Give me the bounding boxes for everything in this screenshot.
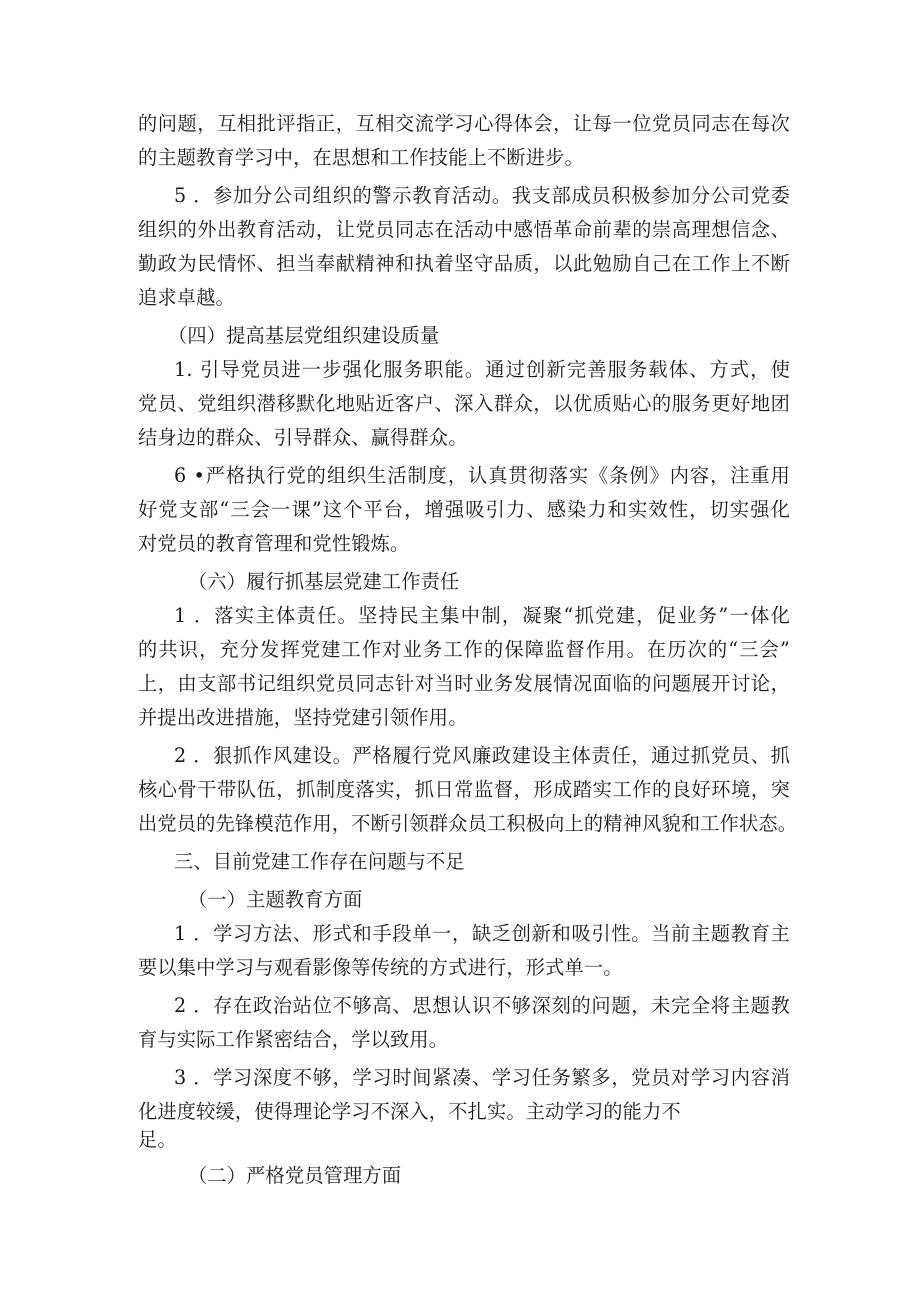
text-line: 党员、党组织潜移默化地贴近客户、深入群众，以优质贴心的服务更好地团: [138, 392, 790, 415]
text-line: 6 •严格执行党的组织生活制度，认真贯彻落实《条例》内容，注重用: [174, 464, 790, 487]
text-line: 化进度较缓，使得理论学习不深入，不扎实。主动学习的能力不: [138, 1100, 681, 1123]
text-line: （六）履行抓基层党建工作责任: [188, 570, 460, 593]
text-line: 好党支部“三会一课”这个平台，增强吸引力、感染力和实效性，切实强化: [138, 498, 790, 521]
text-line: 追求卓越。: [138, 286, 235, 309]
text-line: 2 ．狠抓作风建设。严格履行党风廉政建设主体责任，通过抓党员、抓: [174, 744, 790, 767]
text-line: 1 ．学习方法、形式和手段单一，缺乏创新和吸引性。当前主题教育主: [174, 922, 790, 945]
text-line: 1. 引导党员进一步强化服务职能。通过创新完善服务载体、方式，使: [174, 358, 790, 381]
text-line: 并提出改进措施，坚持党建引领作用。: [138, 706, 468, 729]
text-line: 的问题，互相批评指正，互相交流学习心得体会，让每一位党员同志在每次: [138, 112, 790, 135]
text-line: （四）提高基层党组织建设质量: [168, 324, 440, 347]
text-line: 组织的外出教育活动，让党员同志在活动中感悟革命前辈的崇高理想信念、: [138, 218, 790, 241]
text-line: 5 ．参加分公司组织的警示教育活动。我支部成员积极参加分公司党委: [174, 184, 790, 207]
text-line: 3 ．学习深度不够，学习时间紧凑、学习任务繁多，党员对学习内容消: [174, 1066, 790, 1089]
text-line: （二）严格党员管理方面: [188, 1164, 402, 1187]
text-line: 1 ．落实主体责任。坚持民主集中制，凝聚“抓党建，促业务”一体化: [174, 604, 790, 627]
text-line: 出党员的先锋模范作用，不断引领群众员工积极向上的精神风貌和工作状态。: [138, 812, 798, 835]
text-line: 育与实际工作紧密结合，学以致用。: [138, 1028, 449, 1051]
text-line: 核心骨干带队伍，抓制度落实，抓日常监督，形成踏实工作的良好环境，突: [138, 778, 790, 801]
text-line: 对党员的教育管理和党性锻炼。: [138, 532, 410, 555]
text-line: 足。: [138, 1128, 177, 1151]
text-line: 勤政为民情怀、担当奉献精神和执着坚守品质，以此勉励自己在工作上不断: [138, 252, 790, 275]
text-line: 要以集中学习与观看影像等传统的方式进行，形式单一。: [138, 956, 623, 979]
text-line: 的主题教育学习中，在思想和工作技能上不断进步。: [138, 146, 584, 169]
text-line: 三、目前党建工作存在问题与不足: [174, 850, 465, 873]
text-line: 上，由支部书记组织党员同志针对当时业务发展情况面临的问题展开讨论，: [138, 672, 790, 695]
text-line: 的共识，充分发挥党建工作对业务工作的保障监督作用。在历次的“三会”: [138, 638, 790, 661]
text-line: （一）主题教育方面: [188, 888, 363, 911]
text-line: 结身边的群众、引导群众、赢得群众。: [138, 426, 468, 449]
text-line: 2 ．存在政治站位不够高、思想认识不够深刻的问题，未完全将主题教: [174, 994, 790, 1017]
